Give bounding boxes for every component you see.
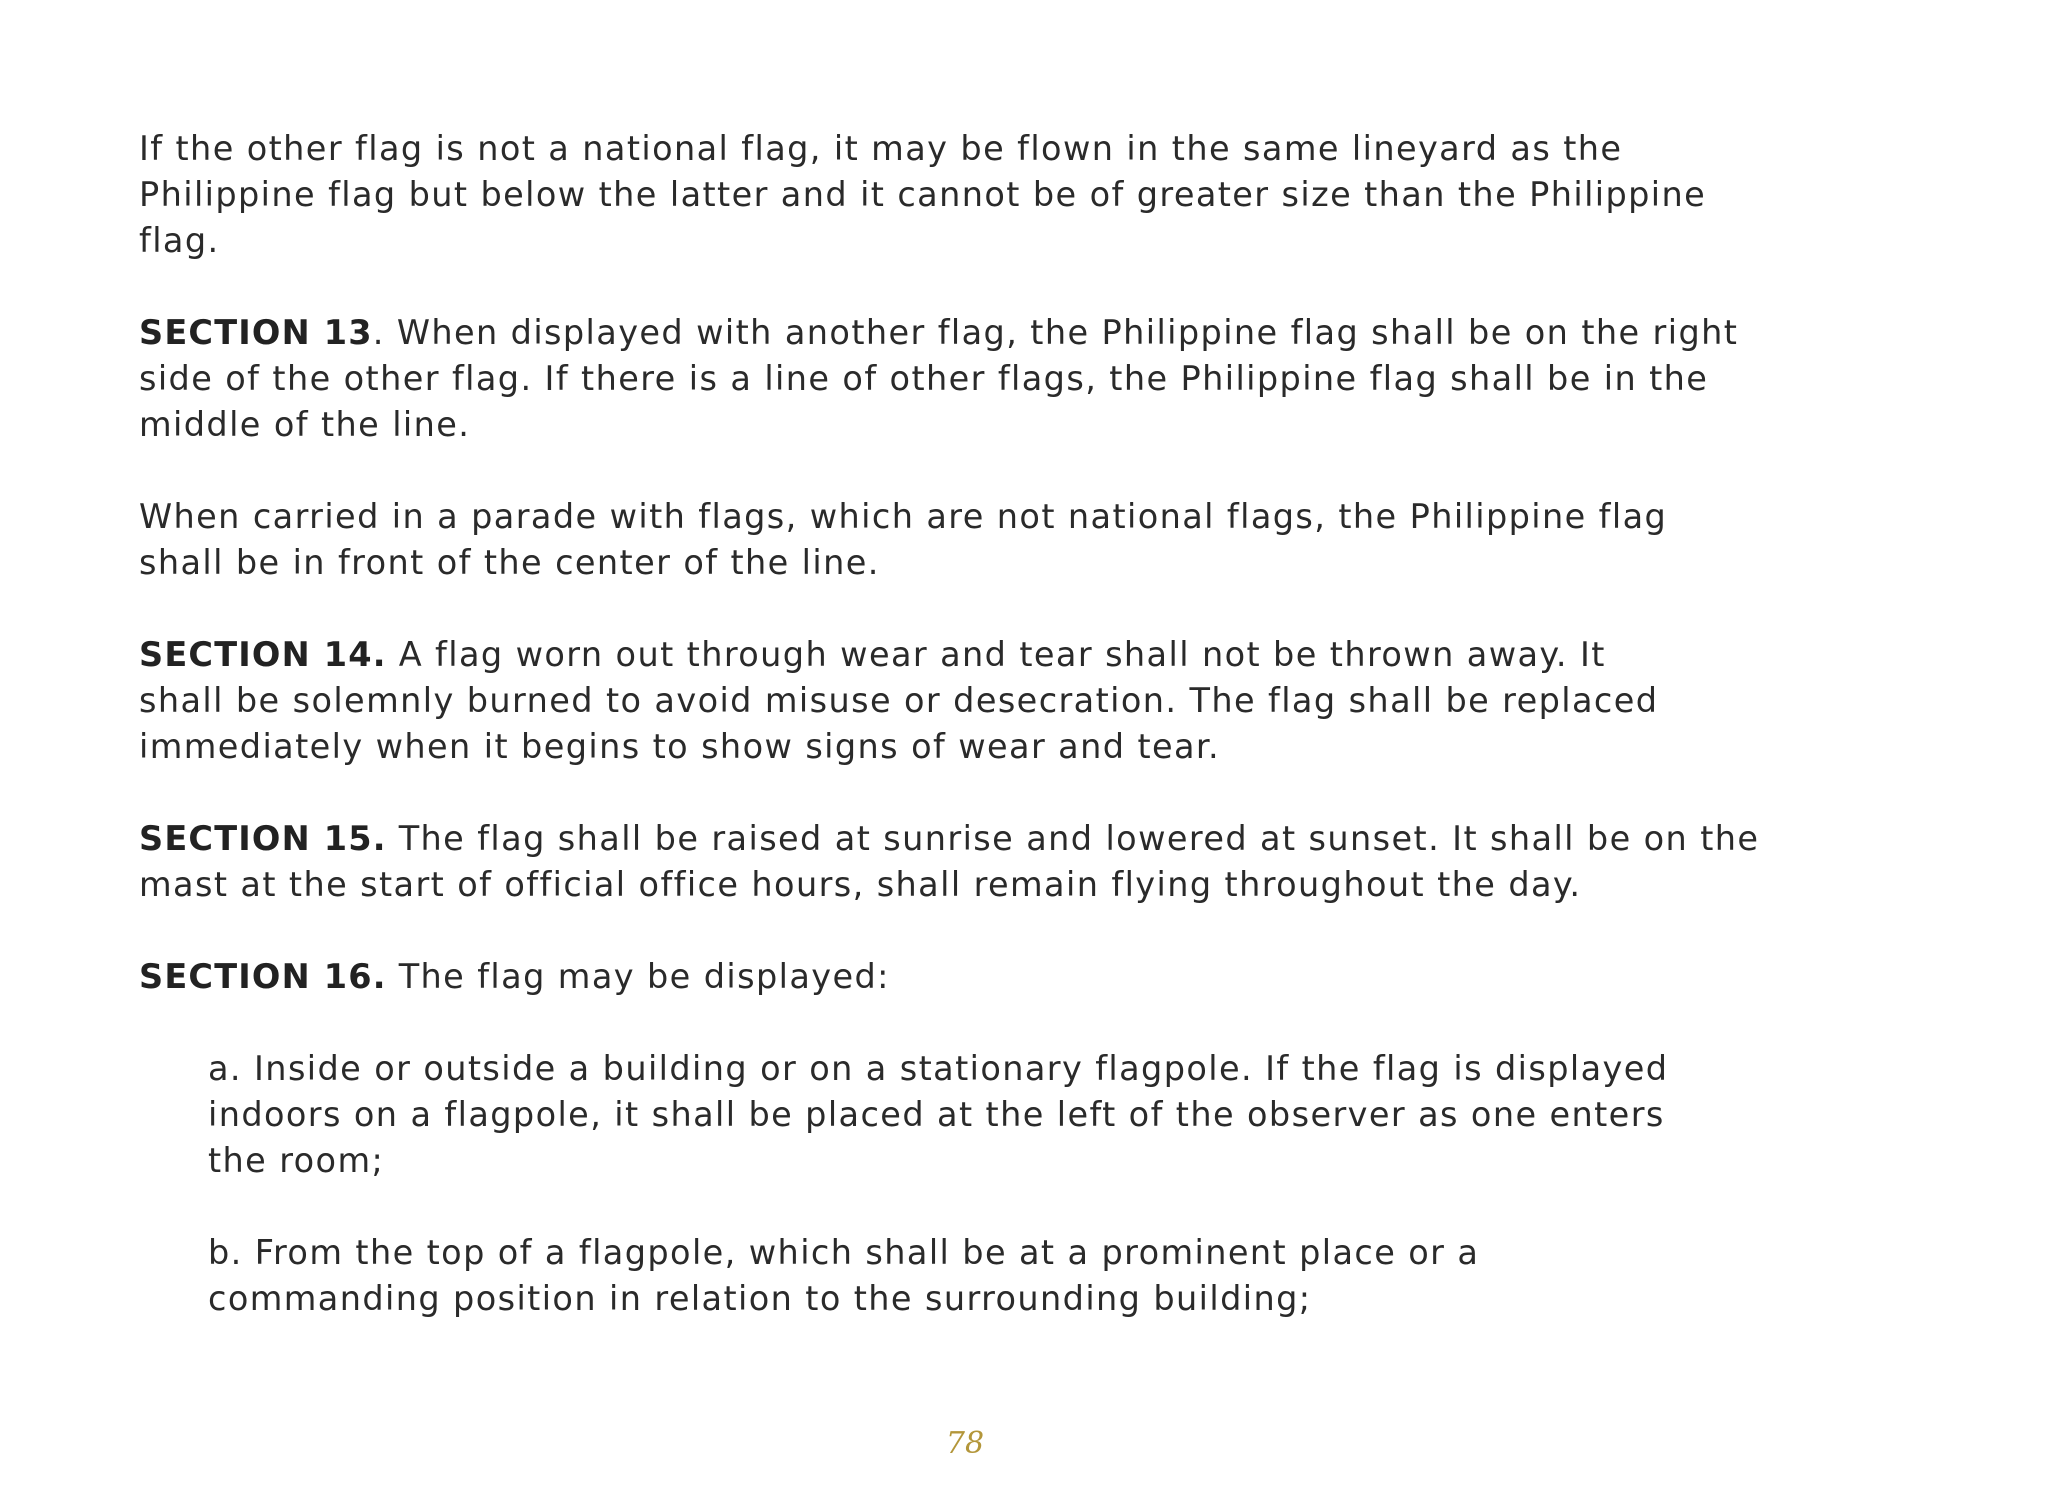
section-heading: SECTION 14. (139, 635, 387, 674)
text-line: If the other flag is not a national flag, it may be flown in the same lineyard as the (139, 129, 1623, 168)
text-line: shall be solemnly burned to avoid misuse or desecration. The flag shall be replaced (139, 681, 1659, 720)
text-line: b. From the top of a flagpole, which shall be at a prominent place or a (208, 1233, 1480, 1272)
text-line: flag. (139, 221, 220, 260)
text-run: The flag may be displayed: (386, 957, 890, 996)
paragraph-other-flag (139, 126, 1939, 264)
text-line: When carried in a parade with flags, which are not national flags, the Philippine flag (139, 497, 1668, 536)
paragraph-parade (139, 494, 1939, 586)
text-run: A flag worn out through wear and tear shall not be thrown away. It (386, 635, 1606, 674)
text-line (139, 954, 1939, 1000)
body-text (139, 126, 1939, 1368)
text-line: indoors on a flagpole, it shall be placed at the left of the observer as one enters (208, 1095, 1665, 1134)
page-number: 78 (945, 1426, 985, 1461)
paragraph-section-14 (139, 632, 1939, 770)
section-heading: SECTION 16. (139, 957, 387, 996)
list-item-a (139, 1046, 1939, 1184)
text-line: commanding position in relation to the surrounding building; (208, 1279, 1312, 1318)
list-item-b (139, 1230, 1939, 1322)
text-line (139, 310, 1939, 356)
paragraph-section-15 (139, 816, 1939, 908)
text-line: the room; (208, 1141, 385, 1180)
text-line: side of the other flag. If there is a line of other flags, the Philippine flag shall be in the (139, 359, 1709, 398)
paragraph-section-13 (139, 310, 1939, 448)
section-heading: SECTION 15. (139, 819, 387, 858)
text-run: The flag shall be raised at sunrise and lowered at sunset. It shall be on the (386, 819, 1760, 858)
text-line (139, 816, 1939, 862)
text-line: immediately when it begins to show signs of wear and tear. (139, 727, 1221, 766)
section-heading: SECTION 13 (139, 313, 373, 352)
text-line (139, 632, 1939, 678)
text-line: shall be in front of the center of the line. (139, 543, 880, 582)
text-run: . When displayed with another flag, the Philippine flag shall be on the right (372, 313, 1739, 352)
text-line: Philippine flag but below the latter and it cannot be of greater size than the Philippine (139, 175, 1707, 214)
text-line: middle of the line. (139, 405, 471, 444)
paragraph-section-16 (139, 954, 1939, 1000)
text-line: mast at the start of official office hours, shall remain flying throughout the day. (139, 865, 1582, 904)
text-line: a. Inside or outside a building or on a stationary flagpole. If the flag is displayed (208, 1049, 1669, 1088)
